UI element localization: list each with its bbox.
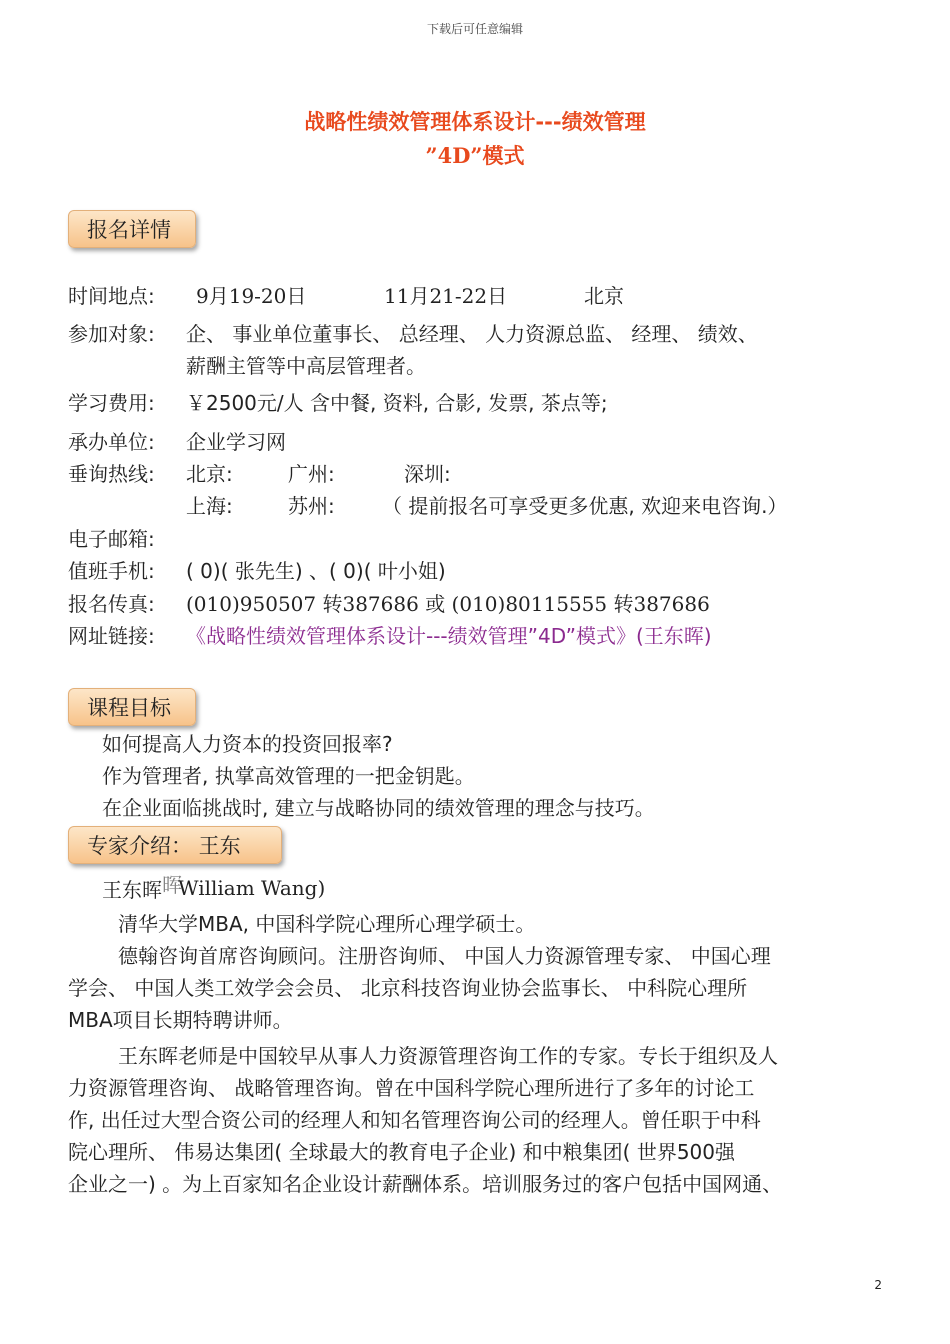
time-place-date-1: 9月19-20日	[196, 284, 307, 308]
hotline-shenzhen: 深圳:	[404, 462, 451, 486]
header-note: 下载后可任意编辑	[426, 22, 523, 36]
expert-english-name: William Wang)	[178, 876, 326, 900]
section-goals-tab: 课程目标	[68, 688, 196, 726]
course-link[interactable]: 《战略性绩效管理体系设计---绩效管理”4D”模式》(王东晖)	[186, 624, 712, 648]
expert-bio-line8: 院心理所、 伟易达集团( 全球最大的教育电子企业) 和中粮集团( 世界500强	[68, 1140, 736, 1164]
expert-bio-line4: MBA项目长期特聘讲师。	[68, 1008, 293, 1032]
expert-bio-line2: 德翰咨询首席咨询顾问。注册咨询师、 中国人力资源管理专家、 中国心理	[118, 944, 771, 968]
expert-bio-line9: 企业之一) 。为上百家知名企业设计薪酬体系。培训服务过的客户包括中国网通、	[68, 1172, 783, 1196]
goal-item-3: 在企业面临挑战时, 建立与战略协同的绩效管理的理念与技巧。	[102, 796, 655, 820]
expert-bio-line3: 学会、 中国人类工效学会会员、 北京科技咨询业协会监事长、 中科院心理所	[68, 976, 748, 1000]
document-title-line2: ”4D”模式	[425, 143, 525, 168]
time-place-city: 北京	[584, 284, 624, 308]
expert-name-overlap: 晖	[162, 873, 182, 897]
email-label: 电子邮箱:	[68, 527, 155, 551]
page-number: 2	[874, 1278, 882, 1292]
hotline-label: 垂询热线:	[68, 462, 155, 486]
fee-value: ￥2500元/人 含中餐, 资料, 合影, 发票, 茶点等;	[186, 391, 608, 415]
expert-bio-line7: 作, 出任过大型合资公司的经理人和知名管理咨询公司的经理人。曾任职于中科	[68, 1108, 761, 1132]
audience-line1: 企、 事业单位董事长、 总经理、 人力资源总监、 经理、 绩效、	[186, 322, 758, 346]
mobile-label: 值班手机:	[68, 559, 155, 583]
expert-bio-line5: 王东晖老师是中国较早从事人力资源管理咨询工作的专家。专长于组织及人	[118, 1044, 778, 1068]
hotline-suzhou: 苏州:	[288, 494, 335, 518]
hotline-note: （ 提前报名可享受更多优惠, 欢迎来电咨询.）	[382, 494, 788, 518]
hotline-beijing: 北京:	[186, 462, 233, 486]
audience-line2: 薪酬主管等中高层管理者。	[186, 354, 426, 378]
link-label: 网址链接:	[68, 624, 155, 648]
hotline-guangzhou: 广州:	[288, 462, 335, 486]
goal-item-2: 作为管理者, 执掌高效管理的一把金钥匙。	[102, 764, 475, 788]
hotline-shanghai: 上海:	[186, 494, 233, 518]
expert-name: 王东晖	[102, 878, 162, 902]
expert-bio-line6: 力资源管理咨询、 战略管理咨询。曾在中国科学院心理所进行了多年的讨论工	[68, 1076, 755, 1100]
goal-item-1: 如何提高人力资本的投资回报率?	[102, 732, 393, 756]
mobile-value: ( 0)( 张先生) 、( 0)( 叶小姐)	[186, 559, 446, 583]
organizer-label: 承办单位:	[68, 430, 155, 454]
fax-value: (010)950507 转387686 或 (010)80115555 转387686	[186, 592, 710, 616]
section-expert-tab: 专家介绍： 王东	[68, 826, 282, 864]
audience-label: 参加对象:	[68, 322, 155, 346]
time-place-label: 时间地点:	[68, 284, 155, 308]
section-registration-tab: 报名详情	[68, 210, 196, 248]
fee-label: 学习费用:	[68, 391, 155, 415]
fax-label: 报名传真:	[68, 592, 155, 616]
expert-bio-line1: 清华大学MBA, 中国科学院心理所心理学硕士。	[118, 912, 536, 936]
document-title-line1: 战略性绩效管理体系设计---绩效管理	[304, 110, 646, 134]
organizer-value: 企业学习网	[186, 430, 286, 454]
time-place-date-2: 11月21-22日	[384, 284, 508, 308]
